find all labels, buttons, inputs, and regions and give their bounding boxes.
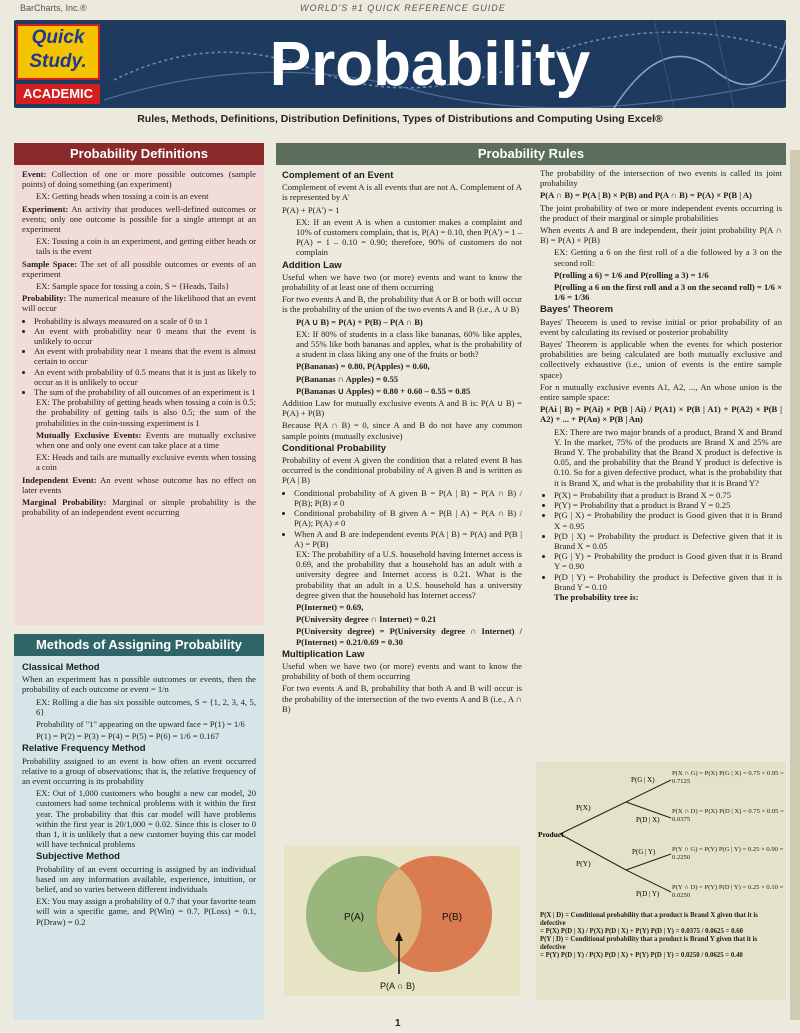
publisher-label: BarCharts, Inc.®	[20, 3, 87, 13]
addition-example: EX: If 80% of students in a class like bananas, 60% like apples, and 55% like both bananas and apples, what is the probability of a student in class liking any one of the fruits or both?	[296, 328, 522, 360]
multiplication-text: Useful when we have two (or more) events and want to know the probability of both of them occurring	[282, 660, 522, 682]
bayes-heading: Bayes' Theorem	[540, 304, 614, 316]
tree-conditional-2: = P(X) P(D | X) / P(X) P(D | X) + P(Y) P(D | Y) = 0.0375 / 0.0625 = 0.60	[540, 928, 744, 935]
tree-dx: P(D | X)	[636, 816, 660, 824]
addition-mutual: Addition Law for mutually exclusive events A and B is: P(A ∪ B) = P(A) + P(B)	[282, 398, 522, 419]
right-edge-strip	[790, 150, 800, 1020]
tree-result-4-box	[672, 884, 784, 908]
tree-product: Product	[538, 830, 564, 839]
definitions-body	[14, 165, 264, 524]
methods-heading: Methods of Assigning Probability	[14, 634, 264, 656]
tree-svg	[536, 762, 786, 1000]
classical-text: When an experiment has n possible outcomes or events, then the probability of each outcome or event = 1/n	[22, 674, 256, 695]
marginal-text: Marginal or simple probability is the probability of an independent event occurring	[22, 497, 257, 518]
logo-line1: Quick	[31, 27, 85, 48]
tree-conditional-box	[540, 912, 782, 998]
rules-right-column	[534, 166, 788, 762]
tree-conditional-3: P(Y | D) = Conditional probability that a product is Brand Y given that it is defective	[540, 936, 758, 951]
page-title: Probability	[269, 30, 591, 99]
addition-example-2: P(Bananas) = 0.80, P(Apples) = 0.60,	[296, 361, 430, 372]
tree-result-2: P(X ∩ D) = P(X) P(D | X) = 0.75 × 0.05 = 0.0375	[672, 808, 784, 823]
addition-mutual-2: Because P(A ∩ B) = 0, since A and B do not have any common sample points (mutually exclusive)	[282, 420, 522, 441]
joint-example-3: P(rolling a 6 on the first roll and a 3 on the second roll) = 1/6 × 1/6 = 1/36	[554, 282, 782, 303]
joint-text-3: When events A and B are independent, their joint probability P(A ∩ B) = P(A) × P(B)	[540, 225, 782, 246]
complement-text: Complement of event A is all events that are not A. Complement of A is represented by A'	[282, 182, 522, 203]
tree-result-2-box	[672, 808, 784, 832]
list-item: • P(G | Y) = Probability the product is Good given that it is Brand Y = 0.90	[554, 551, 782, 571]
branch-gy	[626, 854, 671, 870]
tree-result-3: P(Y ∩ G) = P(Y) P(G | Y) = 0.25 × 0.90 = 0.2250	[672, 846, 784, 861]
addition-example-4: P(Bananas ∪ Apples) = 0.80 + 0.60 – 0.55 = 0.85	[296, 385, 471, 396]
list-item: • Conditional probability of A given B = P(A | B) = P(A ∩ B) / P(B); P(B) ≠ 0	[294, 488, 522, 508]
complement-example: EX: If an event A is when a customer makes a complaint and 10% of customers complain, that is, P(A) = 0.10, then P(A') = 1 – P(A) = 1 – 0.10 = 0.90; therefore, 90% of customers do not complain	[296, 216, 522, 258]
sample-space-example: EX: Sample space for tossing a coin, S = {Heads, Tails}	[36, 281, 230, 292]
addition-text: Useful when we have two (or more) events and want to know the probability of at least one of them occurring	[282, 271, 522, 293]
list-item: • Conditional probability of B given A = P(B | A) = P(A ∩ B) / P(A); P(A) ≠ 0	[294, 508, 522, 528]
list-item: • An event with probability near 1 means that the event is almost certain to occur	[34, 346, 256, 366]
page-subtitle: Rules, Methods, Definitions, Distribution Definitions, Types of Distributions and Computing Using Excel®	[137, 113, 663, 125]
relative-heading: Relative Frequency Method	[22, 743, 146, 755]
classical-example-2: Probability of "1" appearing on the upward face = P(1) = 1/6	[36, 719, 245, 730]
venn-label-b: P(B)	[442, 912, 462, 923]
tree-gx: P(G | X)	[631, 776, 655, 784]
experiment-text: An activity that produces well-defined outcomes or events; only one outcome is possible for a single attempt at an experiment	[22, 203, 256, 235]
conditional-example-4: P(University degree) = P(University degree ∩ Internet) / P(Internet) = 0.21/0.69 = 0.30	[296, 626, 522, 647]
classical-heading: Classical Method	[22, 662, 100, 673]
list-item: • An event with probability near 0 means that the event is unlikely to occur	[34, 326, 256, 346]
tree-result-1: P(X ∩ G) = P(X) P(G | X) = 0.75 × 0.95 = 0.7125	[672, 770, 784, 785]
list-item: • An event with probability of 0.5 means that it is just as likely to occur as it is unlikely to occur	[34, 367, 256, 387]
independent-term: Independent Event:	[22, 474, 97, 485]
list-item: • P(Y) = Probability that a product is Brand Y = 0.25	[554, 500, 782, 510]
multiplication-heading: Multiplication Law	[282, 648, 365, 660]
venn-label-a: P(A)	[344, 912, 364, 923]
joint-formula: P(A ∩ B) = P(A | B) × P(B) and P(A ∩ B) = P(A) × P(B | A)	[540, 190, 752, 201]
bayes-example: EX: There are two major brands of a product, Brand X and Brand Y. In the market, 75% of the products are Brand X and 25% are Brand Y. The probability that the Brand X product is defective is 0.05, and the probability that the Brand Y product is defective is 0.10. So for a given defective product, what is the probability that it is Brand X, and what is the probability that it is Brand Y?	[554, 426, 782, 488]
list-item: • When A and B are independent events P(A | B) = P(A) and P(B | A) = P(B)	[294, 529, 522, 549]
independent-text: An event whose outcome has no effect on later events	[22, 474, 256, 495]
methods-body	[14, 656, 264, 933]
probability-term: Probability:	[22, 293, 67, 304]
mutual-term: Mutually Exclusive Events:	[36, 429, 142, 440]
coin-example: EX: The probability of getting heads when tossing a coin is 0.5; the probability of getting tails is also 0.5; the sum of the probabilities in the coin-tossing experiment is 1	[36, 397, 256, 428]
branch-x	[560, 802, 626, 834]
relative-text: Probability assigned to an event is how often an event occurred relative to a group of observations; that is, the relative frequency of an event occurring is its probability	[22, 755, 256, 787]
event-term: Event:	[22, 169, 47, 179]
definitions-heading: Probability Definitions	[14, 143, 264, 165]
subjective-example: EX: You may assign a probability of 0.7 that your favorite team will win a specific game, and P(Win) = 0.7, P(Loss) = 0.1, P(Draw) = 0.2	[36, 896, 256, 927]
event-example: EX: Getting heads when tossing a coin is an event	[36, 191, 209, 202]
addition-formula: P(A ∪ B) = P(A) + P(B) – P(A ∩ B)	[296, 316, 423, 327]
tree-conditional-1: P(X | D) = Conditional probability that a product is Brand X given that it is defective	[540, 912, 758, 927]
conditional-example: EX: The probability of a U.S. household having Internet access is 0.69, and the probability that a household has an adult with a university degree and Internet access is 0.21. What is the probability that an adult in a U.S. household has a university degree given that the household has Internet access?	[296, 548, 522, 600]
tree-dy: P(D | Y)	[636, 890, 660, 898]
probability-text: The numerical measure of the likelihood that an event will occur	[22, 293, 256, 314]
tree-result-4: P(Y ∩ D) = P(Y) P(D | Y) = 0.25 × 0.10 = 0.0250	[672, 884, 784, 899]
sample-space-text: The set of all possible outcomes or events of an experiment	[22, 258, 256, 279]
list-item: • P(X) = Probability that a product is Brand X = 0.75	[554, 490, 782, 500]
tree-conditional-4: = P(Y) P(D | Y) / P(X) P(D | X) + P(Y) P(D | Y) = 0.0250 / 0.0625 = 0.40	[540, 952, 743, 959]
mutual-text: Events are mutually exclusive when one and only one event can take place at a time	[36, 429, 256, 451]
rules-heading: Probability Rules	[276, 143, 786, 165]
logo-line2: Study.	[29, 51, 87, 72]
list-item: • P(D | X) = Probability the product is Defective given that it is Brand X = 0.05	[554, 531, 782, 551]
addition-text-2: For two events A and B, the probability that A or B or both will occur is the probability of the union of the two events A and B (i.e., A ∪ B)	[282, 294, 522, 315]
tree-result-3-box	[672, 846, 784, 870]
tree-intro: The probability tree is:	[554, 591, 639, 602]
joint-example-2: P(rolling a 6) = 1/6 and P(rolling a 3) = 1/6	[554, 269, 709, 280]
venn-label-ab: P(A ∩ B)	[380, 981, 415, 991]
page-number: 1	[395, 1018, 401, 1029]
tree-gy: P(G | Y)	[632, 848, 656, 856]
experiment-term: Experiment:	[22, 203, 69, 214]
conditional-example-3: P(University degree ∩ Internet) = 0.21	[296, 614, 437, 625]
list-item: • P(D | Y) = Probability the product is Defective given that it is Brand Y = 0.10	[554, 572, 782, 592]
classical-example-3: P(1) = P(2) = P(3) = P(4) = P(5) = P(6) = 1/6 = 0.167	[36, 731, 220, 742]
bayes-formula: P(Ai | B) = P(Ai) × P(B | Ai) / P(A1) × P(B | A1) + P(A2) × P(B | A2) + ... + P(An) × P(B | An)	[540, 404, 782, 425]
subjective-text: Probability of an event occurring is assigned by an individual based on any information available, experience, intuition, or belief, and so varies between different individuals	[36, 863, 256, 895]
venn-svg	[284, 846, 520, 996]
list-item: • Probability is always measured on a scale of 0 to 1	[34, 316, 256, 326]
guide-label: WORLD'S #1 QUICK REFERENCE GUIDE	[300, 3, 506, 13]
marginal-term: Marginal Probability:	[22, 497, 107, 508]
addition-example-3: P(Bananas ∩ Apples) = 0.55	[296, 373, 399, 384]
joint-text: The probability of the intersection of two events is called its joint probability	[540, 168, 782, 189]
quickstudy-logo	[16, 24, 100, 106]
methods-panel	[14, 634, 264, 1020]
relative-example: EX: Out of 1,000 customers who bought a new car model, 20 customers had some technical problems with it within the first year. The probability that this car model will have problems within the first year is 20/1,000 = 0.02. Since this is closer to 0 than 1, it is unlikely that a new customer buying this car model will have technical problems	[36, 788, 256, 850]
experiment-example: EX: Tossing a coin is an experiment, and getting either heads or tails is the event	[36, 236, 256, 257]
list-item: • P(G | X) = Probability the product is Good given that it is Brand X = 0.95	[554, 510, 782, 530]
conditional-text: Probability of event A given the condition that a related event B has occurred is the conditional probability of A given B and is written as P(A | B)	[282, 455, 522, 486]
bayes-text-3: For n mutually exclusive events A1, A2, ..., An whose union is the entire sample space:	[540, 381, 782, 403]
branch-y	[560, 834, 626, 870]
event-text: Collection of one or more possible outcomes (sample points) of doing something (an experiment)	[22, 169, 256, 190]
bayes-text: Bayes' Theorem is used to revise initial or prior probability of an event by calculating its revised or posterior probability	[540, 316, 782, 337]
logo-badge	[16, 24, 100, 80]
mutual-example: EX: Heads and tails are mutually exclusive events when tossing a coin	[36, 452, 256, 473]
top-strip	[0, 0, 800, 20]
classical-example: EX: Rolling a die has six possible outcomes, S = {1, 2, 3, 4, 5, 6}	[36, 696, 256, 717]
tree-result-1-box	[672, 770, 784, 794]
tree-px: P(X)	[576, 803, 591, 812]
logo-academic: ACADEMIC	[16, 84, 100, 104]
probability-tree	[536, 762, 786, 1000]
complement-formula: P(A) + P(A') = 1	[282, 204, 340, 215]
conditional-heading: Conditional Probability	[282, 442, 386, 454]
definitions-panel	[14, 143, 264, 625]
tree-py: P(Y)	[576, 859, 591, 868]
bayes-text-2: Bayes' Theorem is applicable when the events for which posterior probabilities are being calculated are both mutually exclusive and collectively exhaustive (i.e., union of events is the entire sample space)	[540, 339, 782, 380]
branch-dy	[626, 870, 671, 892]
list-item: • The sum of the probability of all outcomes of an experiment is 1	[34, 387, 256, 397]
joint-text-2: The joint probability of two or more independent events occurring is the product of their marginal or simple probabilities	[540, 202, 782, 223]
probability-bullets	[22, 316, 256, 398]
subjective-heading: Subjective Method	[36, 851, 120, 863]
joint-example: EX: Getting a 6 on the first roll of a die followed by a 3 on the second roll:	[554, 247, 782, 268]
conditional-bullets	[282, 488, 522, 549]
bayes-list	[540, 490, 782, 592]
conditional-example-2: P(Internet) = 0.69,	[296, 601, 364, 612]
sample-space-term: Sample Space:	[22, 258, 78, 269]
addition-heading: Addition Law	[282, 259, 342, 271]
venn-diagram	[284, 846, 520, 996]
complement-heading: Complement of an Event	[282, 170, 394, 181]
multiplication-text-2: For two events A and B, probability that both A and B will occur is the probability of the intersection of the two events A and B (i.e., A ∩ B)	[282, 683, 522, 714]
rules-middle-column	[276, 166, 528, 846]
